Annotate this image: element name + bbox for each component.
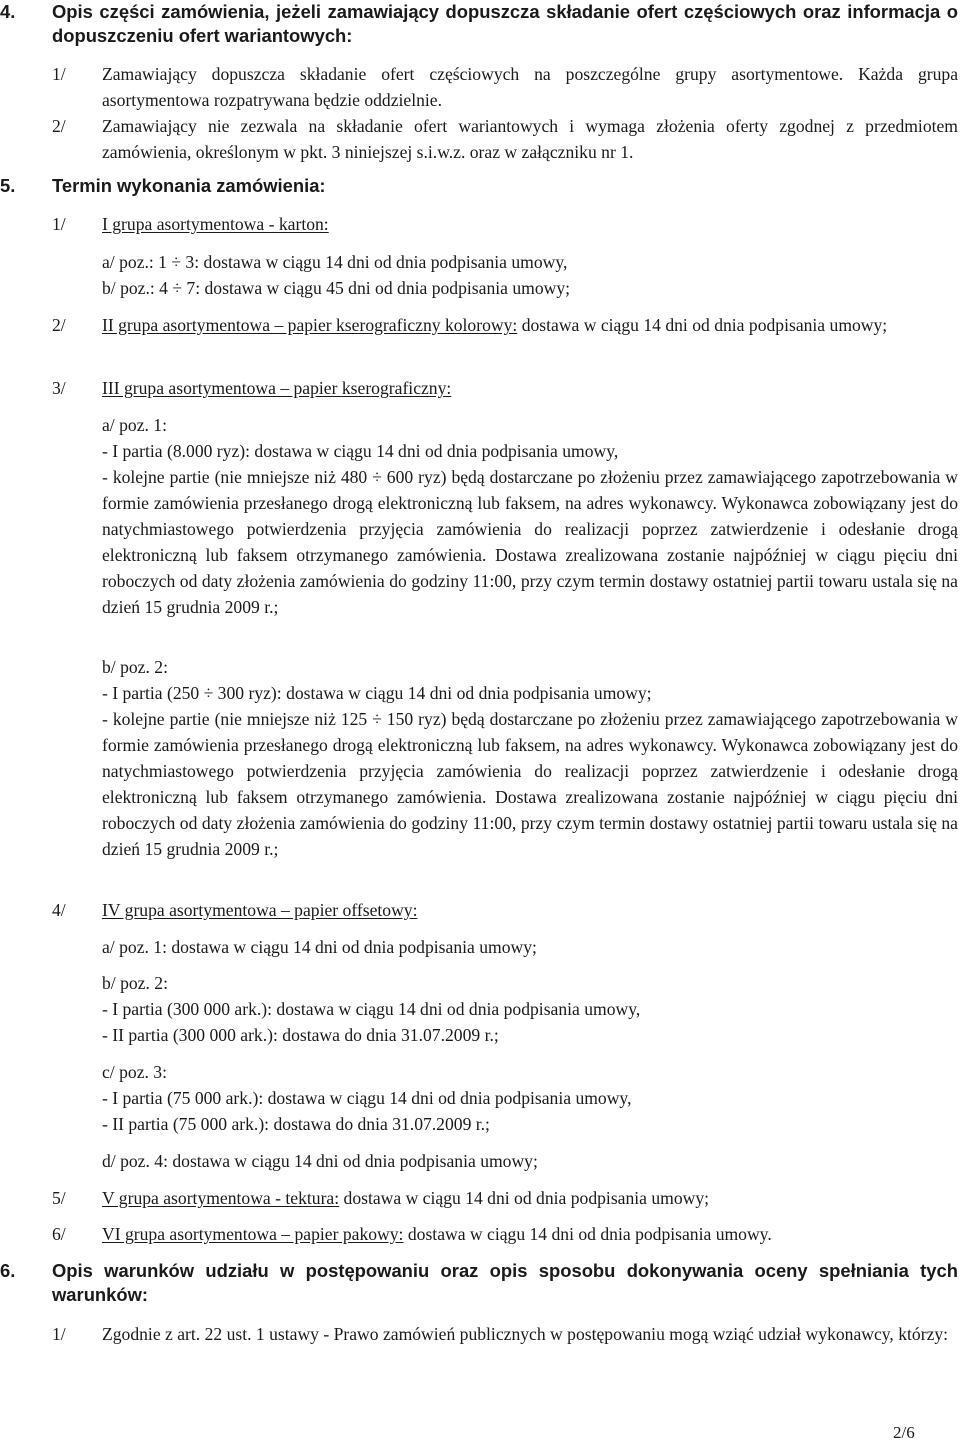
group-6 xyxy=(102,1221,772,1247)
group-3-b-part-2: - kolejne partie (nie mniejsze niż 125 ÷ 150 ryz) będą dostarczane po złożeniu przez zamawiającego zapotrzebowania w formie zamówienia przesłanego drogą elektroniczną lub faksem, na adres wykonawcy. Wykonawca zobowiązany jest do natychmiastowego potwierdzenia przyjęcia zamówienia do realizacji poprzez zatwierdzenie i odesłanie drogą elektroniczną lub faksem otrzymanego zamówienia. Dostawa zrealizowana zostanie najpóźniej w ciągu pięciu dni roboczych od daty złożenia zamówienia do godziny 11:00, przy czym termin dostawy ostatniej partii towaru ustala się na dzień 15 grudnia 2009 r.; xyxy=(102,709,958,859)
item-number: 1/ xyxy=(52,64,66,84)
group-4-b-1: - I partia (300 000 ark.): dostawa w ciągu 14 dni od dnia podpisania umowy, xyxy=(102,999,641,1019)
group-3-b-part-1: - I partia (250 ÷ 300 ryz): dostawa w ciągu 14 dni od dnia podpisania umowy; xyxy=(102,683,652,703)
section-4-item-2 xyxy=(52,113,958,165)
group-1-a: a/ poz.: 1 ÷ 3: dostawa w ciągu 14 dni od dnia podpisania umowy, xyxy=(102,252,568,272)
group-3-a-part-2: - kolejne partie (nie mniejsze niż 480 ÷ 600 ryz) będą dostarczane po złożeniu przez zamawiającego zapotrzebowania w formie zamówienia przesłanego drogą elektroniczną lub faksem, na adres wykonawcy. Wykonawca zobowiązany jest do natychmiastowego potwierdzenia przyjęcia zamówienia do realizacji poprzez zatwierdzenie i odesłanie drogą elektroniczną lub faksem otrzymanego zamówienia. Dostawa zrealizowana zostanie najpóźniej w ciągu pięciu dni roboczych od daty złożenia zamówienia do godziny 11:00, przy czym termin dostawy ostatniej partii towaru ustala się na dzień 15 grudnia 2009 r.; xyxy=(102,467,958,617)
group-1-b: b/ poz.: 4 ÷ 7: dostawa w ciągu 45 dni od dnia podpisania umowy; xyxy=(102,278,571,298)
group-3-a-part-1: - I partia (8.000 ryz): dostawa w ciągu 14 dni od dnia podpisania umowy, xyxy=(102,441,619,461)
group-4-number: 4/ xyxy=(52,900,66,920)
group-4-d: d/ poz. 4: dostawa w ciągu 14 dni od dnia podpisania umowy; xyxy=(102,1151,538,1171)
item-text: Zamawiający nie zezwala na składanie ofert wariantowych i wymaga złożenia oferty zgodnej z przedmiotem zamówienia, określonym w pkt. 3 niniejszej s.i.w.z. oraz w załączniku nr 1. xyxy=(102,116,958,162)
section-4-heading xyxy=(0,0,958,48)
group-2-text: dostawa w ciągu 14 dni od dnia podpisania umowy; xyxy=(521,315,888,335)
group-3-b-head: b/ poz. 2: xyxy=(102,657,168,677)
group-5 xyxy=(102,1185,709,1211)
group-2 xyxy=(52,312,958,338)
group-1-title: I grupa asortymentowa - karton: xyxy=(102,214,329,234)
item-number: 1/ xyxy=(52,1324,66,1344)
group-4-c-head: c/ poz. 3: xyxy=(102,1062,167,1082)
group-6-title: VI grupa asortymentowa – papier pakowy: xyxy=(102,1224,404,1244)
section-6-number: 6. xyxy=(0,1260,16,1281)
section-4-title: Opis części zamówienia, jeżeli zamawiający dopuszcza składanie ofert częściowych oraz informacja o dopuszczeniu ofert wariantowych: xyxy=(52,1,958,46)
section-6-heading xyxy=(0,1259,958,1307)
section-5-heading xyxy=(0,174,958,198)
section-5-number: 5. xyxy=(0,175,16,196)
group-5-title: V grupa asortymentowa - tektura: xyxy=(102,1188,340,1208)
group-4-title: IV grupa asortymentowa – papier offsetowy: xyxy=(102,900,418,920)
group-3-title: III grupa asortymentowa – papier kserograficzny: xyxy=(102,378,452,398)
section-5-title: Termin wykonania zamówienia: xyxy=(52,175,326,196)
group-2-number: 2/ xyxy=(52,315,66,335)
group-4-c-2: - II partia (75 000 ark.): dostawa do dnia 31.07.2009 r.; xyxy=(102,1114,490,1134)
group-2-title: II grupa asortymentowa – papier kserograficzny kolorowy: xyxy=(102,315,518,335)
item-text: Zgodnie z art. 22 ust. 1 ustawy - Prawo zamówień publicznych w postępowaniu mogą wziąć udział wykonawcy, którzy: xyxy=(102,1324,949,1344)
section-6-title: Opis warunków udziału w postępowaniu oraz opis sposobu dokonywania oceny spełniania tych warunków: xyxy=(52,1260,958,1305)
group-4-b-2: - II partia (300 000 ark.): dostawa do dnia 31.07.2009 r.; xyxy=(102,1025,499,1045)
group-3-number: 3/ xyxy=(52,378,66,398)
group-6-number: 6/ xyxy=(52,1224,66,1244)
group-6-text: dostawa w ciągu 14 dni od dnia podpisania umowy. xyxy=(407,1224,772,1244)
group-5-number: 5/ xyxy=(52,1188,66,1208)
section-6-item-1 xyxy=(52,1321,958,1347)
group-4-b-head: b/ poz. 2: xyxy=(102,973,168,993)
section-4-item-1 xyxy=(52,61,958,113)
group-1-number: 1/ xyxy=(52,214,66,234)
group-4-c-1: - I partia (75 000 ark.): dostawa w ciągu 14 dni od dnia podpisania umowy, xyxy=(102,1088,632,1108)
page-number: 2/6 xyxy=(893,1423,915,1442)
group-4-a: a/ poz. 1: dostawa w ciągu 14 dni od dnia podpisania umowy; xyxy=(102,937,537,957)
section-4-number: 4. xyxy=(0,1,16,22)
item-number: 2/ xyxy=(52,116,66,136)
item-text: Zamawiający dopuszcza składanie ofert częściowych na poszczególne grupy asortymentowe. Każda grupa asortymentowa rozpatrywana będzie oddzielnie. xyxy=(102,64,958,110)
group-5-text: dostawa w ciągu 14 dni od dnia podpisania umowy; xyxy=(343,1188,710,1208)
group-3-a-head: a/ poz. 1: xyxy=(102,415,167,435)
